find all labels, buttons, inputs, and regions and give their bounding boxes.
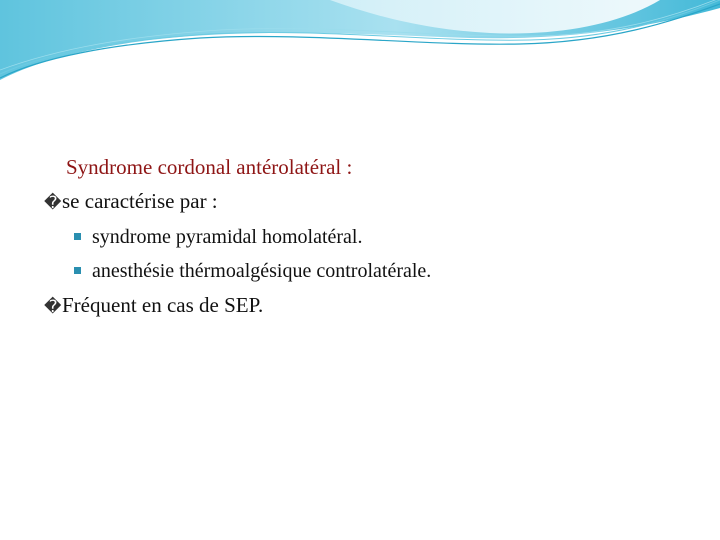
sub-list-item [74,254,704,288]
slide-title: Syndrome cordonal antérolatéral : [66,155,353,179]
list-item-text: se caractérise par : [62,189,218,213]
list-item [44,184,704,220]
square-bullet-icon [74,233,81,240]
header-wave-decoration [0,0,720,90]
slide-content [44,150,704,324]
sub-list-item [74,220,704,254]
missing-glyph-bullet-icon: � [44,193,62,213]
list-item [44,288,704,324]
sub-list-item-text: syndrome pyramidal homolatéral. [92,226,363,248]
square-bullet-icon [74,267,81,274]
missing-glyph-bullet-icon: � [44,297,62,317]
list-item-text: Fréquent en cas de SEP. [62,293,264,317]
sub-list-item-text: anesthésie thérmoalgésique controlatérale. [92,260,432,282]
